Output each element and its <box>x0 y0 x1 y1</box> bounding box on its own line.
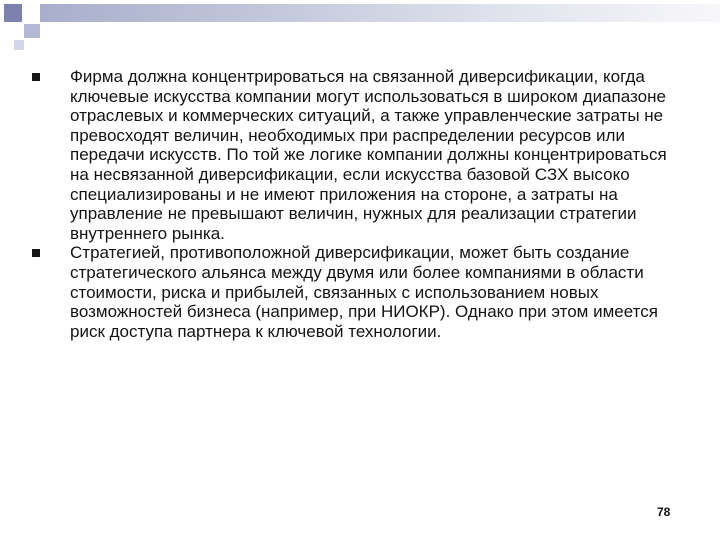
bullet-item <box>22 67 682 243</box>
decor-square <box>4 4 22 22</box>
header-decoration <box>0 0 720 60</box>
decor-square <box>24 24 40 38</box>
decor-square <box>4 24 22 38</box>
decor-square <box>14 40 24 50</box>
square-bullet-icon <box>32 249 40 257</box>
square-bullet-icon <box>32 73 40 81</box>
decor-square <box>24 4 40 22</box>
page-number: 78 <box>657 505 671 519</box>
bullet-item <box>22 243 682 341</box>
bullet-text: Стратегией, противоположной диверсификации, может быть создание стратегического альянса между двумя или более компаниями в области стоимости, риска и прибылей, связанных с использованием новых возможностей бизнеса (например, при НИОКР). Однако при этом имеется риск доступа партнера к ключевой технологии. <box>70 243 658 341</box>
header-gradient-bar <box>40 4 720 22</box>
bullet-text: Фирма должна концентрироваться на связанной диверсификации, когда ключевые искусства компании могут использоваться в широком диапазоне отраслевых и коммерческих ситуаций, а также управленческие затраты не превосходят величин, необходимых при распределении ресурсов или передачи искусств. По той же логике компании должны концентрироваться на несвязанной диверсификации, если искусства базовой СЗХ высоко специализированы и не имеют приложения на стороне, а затраты на управление не превышают величин, нужных для реализации стратегии внутреннего рынка. <box>70 67 667 243</box>
slide-content <box>22 67 682 341</box>
